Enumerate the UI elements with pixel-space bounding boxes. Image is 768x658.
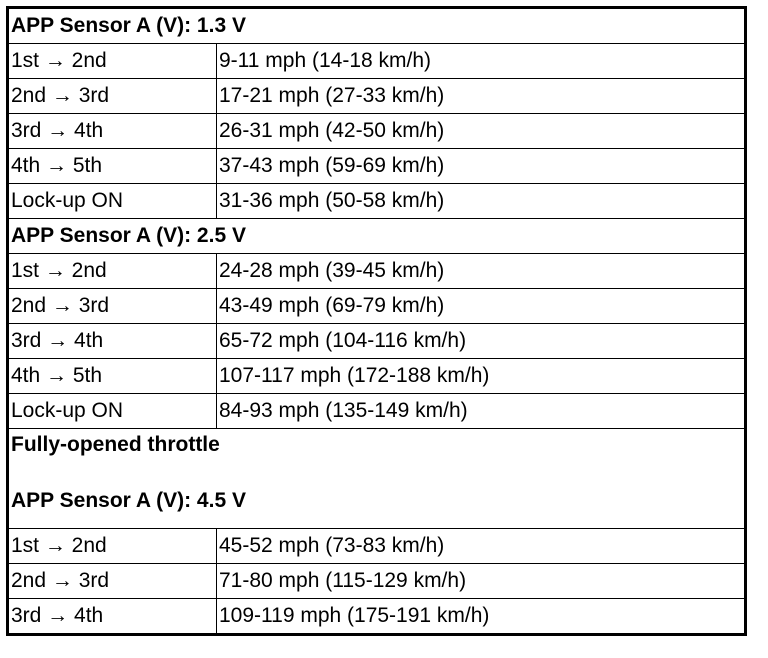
speed-cell: 45-52 mph (73-83 km/h) (217, 529, 746, 564)
table-row (8, 184, 746, 219)
speed-cell: 24-28 mph (39-45 km/h) (217, 254, 746, 289)
section-gap (11, 457, 744, 489)
section-heading-row (8, 8, 746, 44)
table-row (8, 529, 746, 564)
speed-cell: 84-93 mph (135-149 km/h) (217, 394, 746, 429)
shift-cell: 1st → 2nd (8, 254, 217, 289)
speed-cell: 37-43 mph (59-69 km/h) (217, 149, 746, 184)
section-heading-block (8, 429, 746, 529)
speed-cell: 26-31 mph (42-50 km/h) (217, 114, 746, 149)
speed-cell: 9-11 mph (14-18 km/h) (217, 44, 746, 79)
table-row (8, 149, 746, 184)
table-row (8, 114, 746, 149)
shift-speed-table (6, 6, 747, 636)
shift-cell: 3rd → 4th (8, 114, 217, 149)
shift-cell: 3rd → 4th (8, 599, 217, 635)
speed-cell: 109-119 mph (175-191 km/h) (217, 599, 746, 635)
speed-cell: 17-21 mph (27-33 km/h) (217, 79, 746, 114)
section-heading-row (8, 429, 746, 529)
table-row (8, 359, 746, 394)
shift-cell: 3rd → 4th (8, 324, 217, 359)
table-row (8, 324, 746, 359)
table-row (8, 79, 746, 114)
table-row (8, 254, 746, 289)
speed-cell: 43-49 mph (69-79 km/h) (217, 289, 746, 324)
speed-cell: 65-72 mph (104-116 km/h) (217, 324, 746, 359)
speed-cell: 71-80 mph (115-129 km/h) (217, 564, 746, 599)
shift-cell: Lock-up ON (8, 394, 217, 429)
speed-cell: 31-36 mph (50-58 km/h) (217, 184, 746, 219)
shift-cell: 4th → 5th (8, 149, 217, 184)
shift-cell: 4th → 5th (8, 359, 217, 394)
shift-cell: 1st → 2nd (8, 44, 217, 79)
shift-cell: 2nd → 3rd (8, 564, 217, 599)
shift-cell: Lock-up ON (8, 184, 217, 219)
table-row (8, 44, 746, 79)
table-body (8, 8, 746, 635)
table-row (8, 564, 746, 599)
throttle-condition: Fully-opened throttle (11, 433, 220, 456)
section-heading: APP Sensor A (V): 2.5 V (8, 219, 746, 254)
shift-cell: 2nd → 3rd (8, 289, 217, 324)
shift-cell: 2nd → 3rd (8, 79, 217, 114)
section-heading: APP Sensor A (V): 4.5 V (11, 489, 246, 512)
shift-cell: 1st → 2nd (8, 529, 217, 564)
speed-cell: 107-117 mph (172-188 km/h) (217, 359, 746, 394)
section-heading: APP Sensor A (V): 1.3 V (8, 8, 746, 44)
table-row (8, 289, 746, 324)
section-heading-row (8, 219, 746, 254)
table-row (8, 394, 746, 429)
table-row (8, 599, 746, 635)
